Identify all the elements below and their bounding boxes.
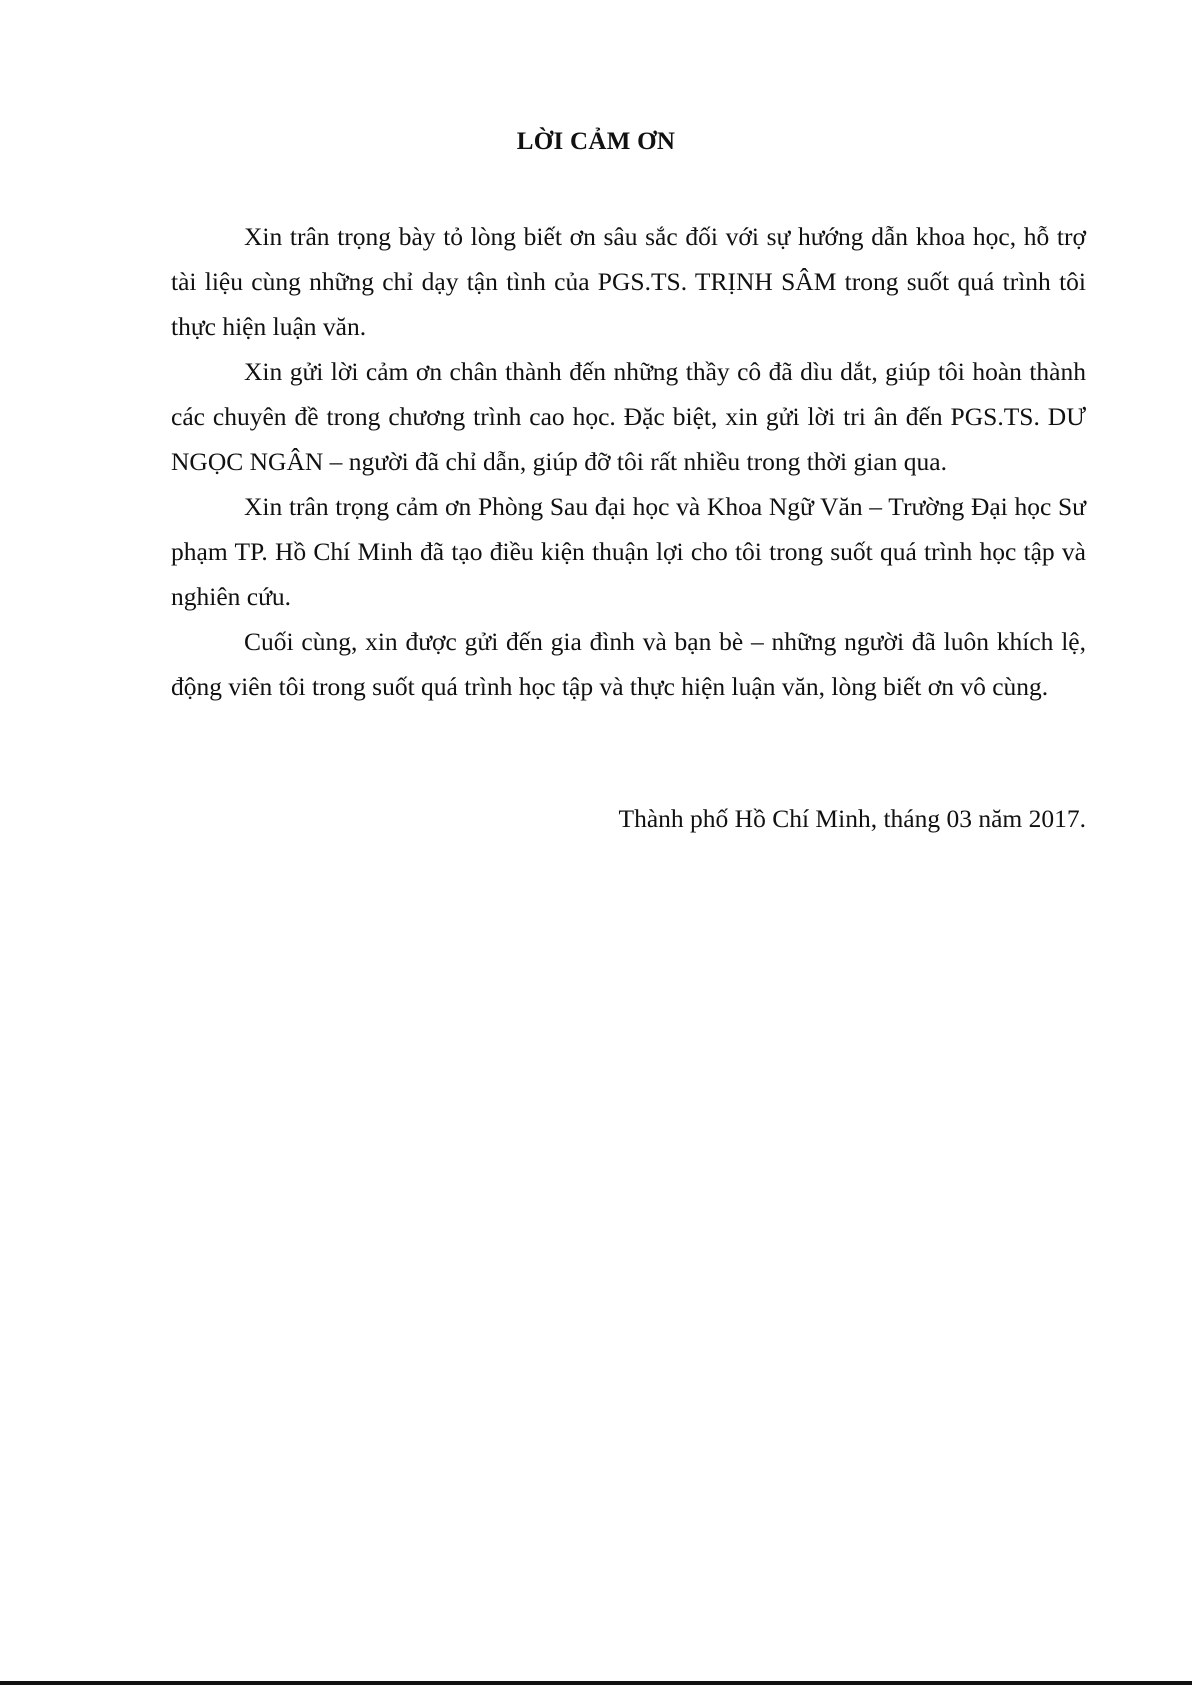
paragraph-family: Cuối cùng, xin được gửi đến gia đình và bạn bè – những người đã luôn khích lệ, động viên tôi trong suốt quá trình học tập và thực hiện luận văn, lòng biết ơn vô cùng. xyxy=(171,627,1086,701)
paragraph-teachers: Xin gửi lời cảm ơn chân thành đến những thầy cô đã dìu dắt, giúp tôi hoàn thành các chuyên đề trong chương trình cao học. Đặc biệt, xin gửi lời tri ân đến PGS.TS. DƯ NGỌC NGÂN – người đã chỉ dẫn, giúp đỡ tôi rất nhiều trong thời gian qua. xyxy=(171,357,1086,476)
page-title: LỜI CẢM ƠN xyxy=(516,128,676,155)
page-bottom-border xyxy=(0,1681,1192,1685)
place-date-signoff: Thành phố Hồ Chí Minh, tháng 03 năm 2017. xyxy=(618,804,1086,833)
acknowledgement-body xyxy=(171,214,1086,709)
paragraph-university: Xin trân trọng cảm ơn Phòng Sau đại học và Khoa Ngữ Văn – Trường Đại học Sư phạm TP. Hồ Chí Minh đã tạo điều kiện thuận lợi cho tôi trong suốt quá trình học tập và nghiên cứu. xyxy=(171,492,1086,611)
paragraph-advisor: Xin trân trọng bày tỏ lòng biết ơn sâu sắc đối với sự hướng dẫn khoa học, hỗ trợ tài liệu cùng những chỉ dạy tận tình của PGS.TS. TRỊNH SÂM trong suốt quá trình tôi thực hiện luận văn. xyxy=(171,222,1086,341)
